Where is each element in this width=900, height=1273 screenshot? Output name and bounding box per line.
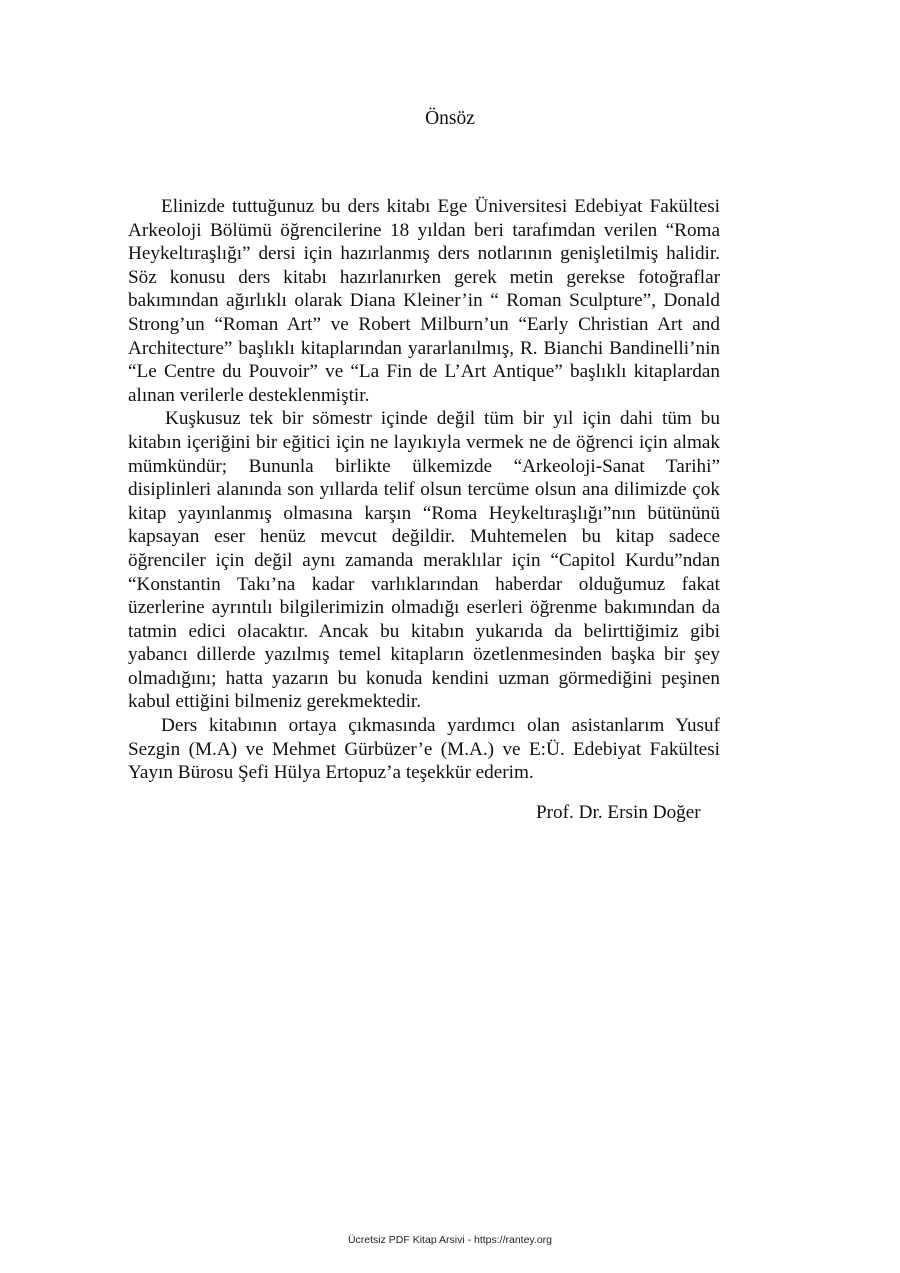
author-signature: Prof. Dr. Ersin Doğer xyxy=(536,802,701,823)
page-footer: Ücretsiz PDF Kitap Arsivi - https://rantey.org xyxy=(347,1234,553,1246)
paragraph-1: Elinizde tuttuğunuz bu ders kitabı Ege Üniversitesi Edebiyat Fakültesi Arkeoloji Bölümü öğrencilerine 18 yıldan beri tarafımdan verilen “Roma Heykeltıraşlığı” dersi için hazırlanmış ders notlarının genişletilmiş halidir. Söz konusu ders kitabı hazırlanırken gerek metin gerekse fotoğraflar bakımından ağırlıklı olarak Diana Kleiner’in “ Roman Sculpture”, Donald Strong’un “Roman Art” ve Robert Milburn’un “Early Christian Art and Architecture” başlıklı kitaplarından yararlanılmış, R. Bianchi Bandinelli’nin “Le Centre du Pouvoir” ve “La Fin de L’Art Antique” başlıklı kitaplardan alınan verilerle desteklenmiştir. xyxy=(128,196,720,406)
paragraph-3: Ders kitabının ortaya çıkmasında yardımcı olan asistanlarım Yusuf Sezgin (M.A) ve Mehmet Gürbüzer’e (M.A.) ve E:Ü. Edebiyat Fakültesi Yayın Bürosu Şefi Hülya Ertopuz’a teşekkür ederim. xyxy=(128,715,720,784)
page-title: Önsöz xyxy=(425,108,475,129)
paragraph-2: Kuşkusuz tek bir sömestr içinde değil tüm bir yıl için dahi tüm bu kitabın içeriğini bir eğitici için ne layıkıyla vermek ne de öğrenci için almak mümkündür; Bununla birlikte ülkemizde “Arkeoloji-Sanat Tarihi” disiplinleri alanında son yıllarda telif olsun tercüme olsun ana dilimizde çok kitap yayınlanmış olmasına karşın “Roma Heykeltıraşlığı”nın bütününü kapsayan eser henüz mevcut değildir. Muhtemelen bu kitap sadece öğrenciler için değil aynı zamanda meraklılar için “Capitol Kurdu”ndan “Konstantin Takı’na kadar varlıklarından haberdar olduğumuz fakat üzerlerine ayrıntılı bilgilerimizin olmadığı eserleri öğrenme bakımından da tatmin edici olacaktır. Ancak bu kitabın yukarıda da belirttiğimiz gibi yabancı dillerde yazılmış temel kitapların özetlenmesinden başka bir şey olmadığını; hatta yazarın bu konuda kendini uzman görmediğini peşinen kabul ettiğini bilmeniz gerekmektedir. xyxy=(128,408,720,713)
body-text xyxy=(128,195,720,785)
